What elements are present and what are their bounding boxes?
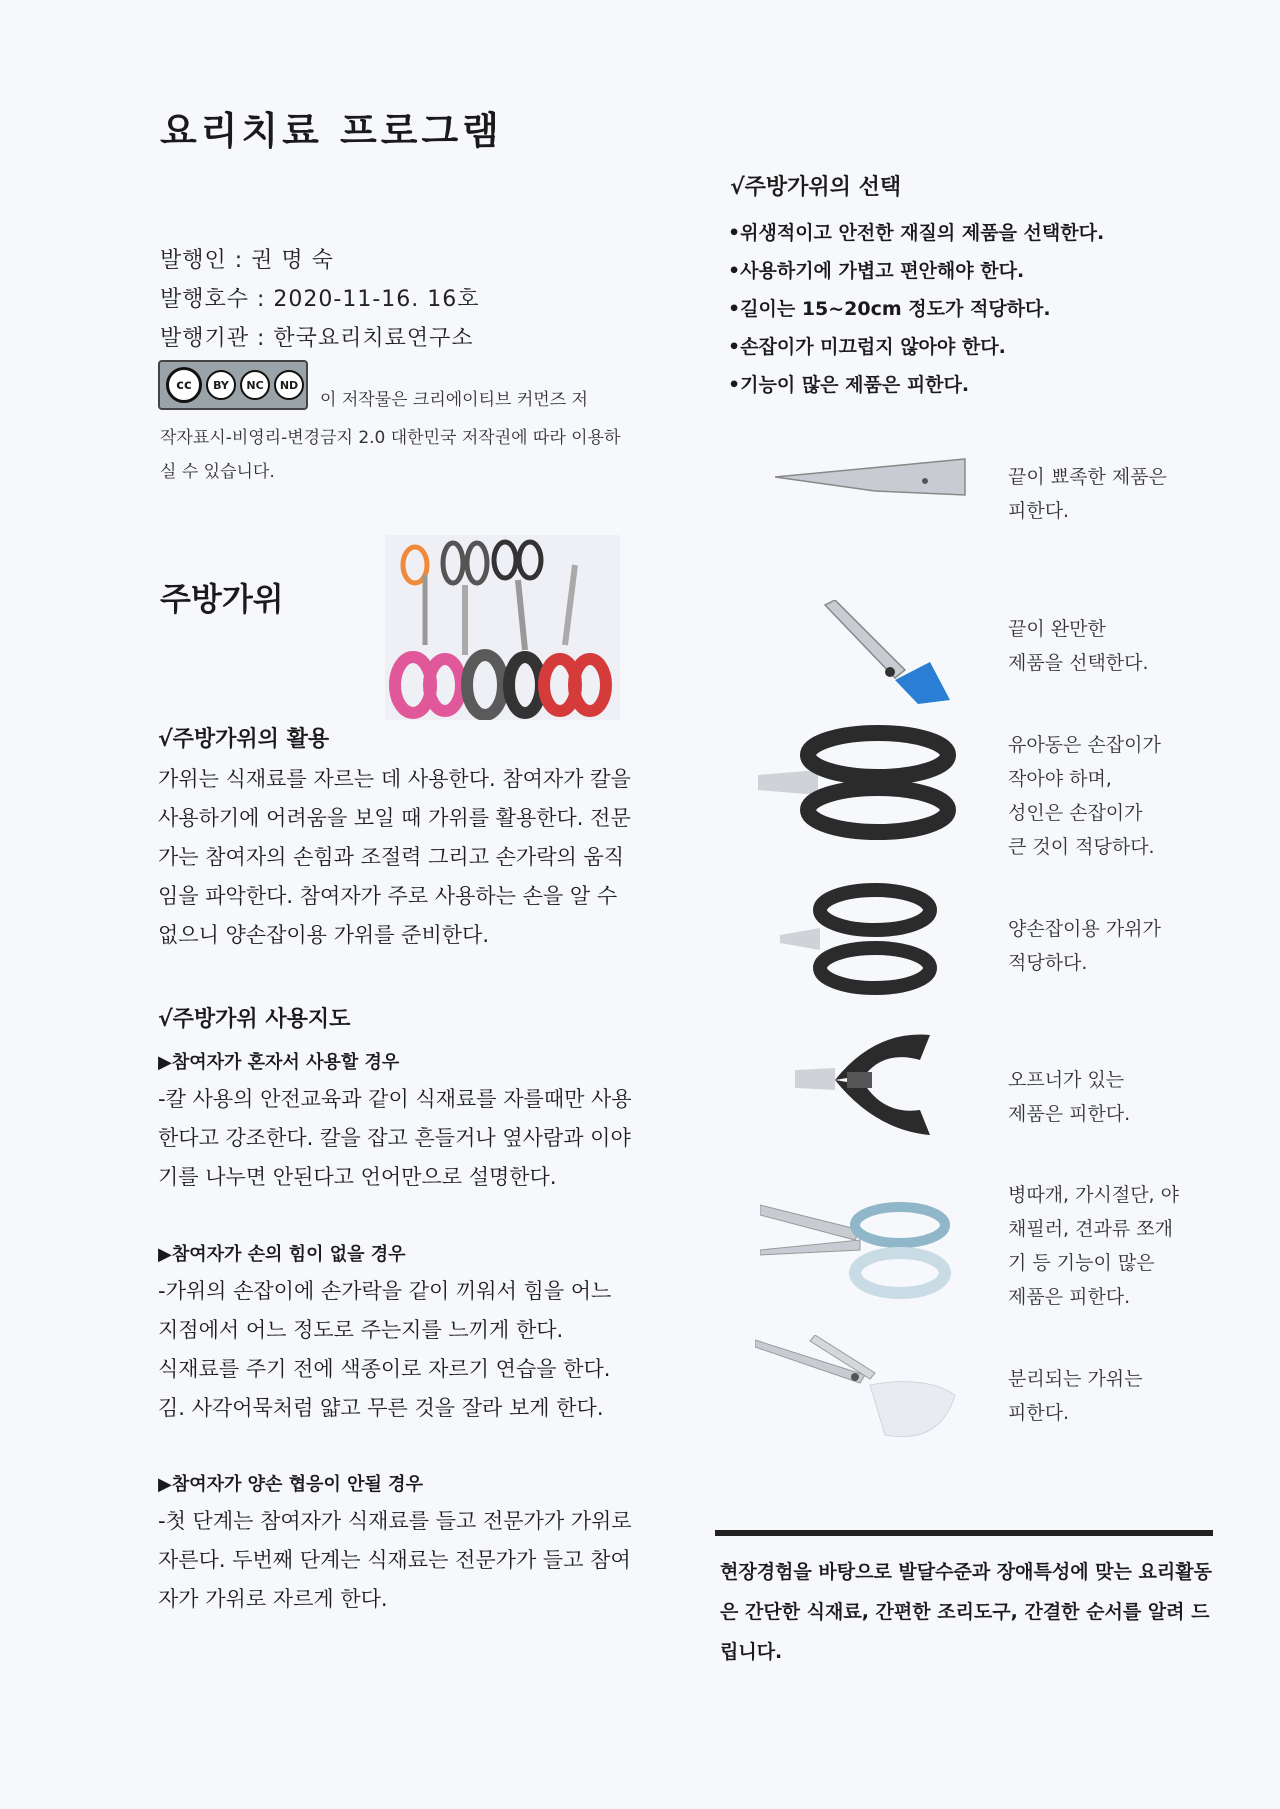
item-desc-line: 작아야 하며, (1008, 768, 1112, 790)
item-desc-line: 제품은 피한다. (1008, 1286, 1131, 1308)
nd-icon: ND (274, 370, 304, 400)
item-desc-line: 적당하다. (1008, 952, 1088, 974)
case-weak-body2: 식재료를 주기 전에 색종이로 자르기 연습을 한다. (158, 1357, 611, 1381)
multifunction-scissors-icon (760, 1195, 960, 1305)
usage-body: 가위는 식재료를 자르는 데 사용한다. 참여자가 칼을 사용하기에 어려움을 보일 때 가위를 활용한다. 전문가는 참여자의 손힘과 조절력 그리고 손가락의 움직임을 파악한다. 참여자가 주로 사용하는 손을 알 수 없으니 양손잡이용 가위를 준비한다. (158, 767, 631, 947)
item-desc-line: 성인은 손잡이가 (1008, 802, 1143, 824)
section-title: 주방가위 (160, 580, 284, 618)
issue-number: 발행호수 : 2020-11-16. 16호 (160, 287, 480, 312)
page-title: 요리치료 프로그램 (160, 109, 503, 153)
license-text-rest: 작자표시-비영리-변경금지 2.0 대한민국 저작권에 따라 이용하실 수 있습니다. (160, 428, 621, 482)
case-weak-body: -가위의 손잡이에 손가락을 같이 끼워서 힘을 어느 지점에서 어느 정도로 주는지를 느끼게 한다. (158, 1279, 612, 1342)
detachable-scissors-icon (755, 1335, 965, 1455)
item-desc-line: 분리되는 가위는 (1008, 1368, 1143, 1390)
usage-heading: √주방가위의 활용 (158, 727, 330, 752)
case-alone-title: ▶참여자가 혼자서 사용할 경우 (158, 1052, 400, 1073)
publishing-org: 발행기관 : 한국요리치료연구소 (160, 326, 474, 351)
item-desc-line: 양손잡이용 가위가 (1008, 918, 1161, 940)
pointed-blade-icon (775, 455, 970, 505)
selection-bullet: •사용하기에 가볍고 편안해야 한다. (728, 260, 1025, 282)
selection-bullet: •손잡이가 미끄럽지 않아야 한다. (728, 336, 1006, 358)
footer-divider (715, 1530, 1213, 1536)
opener-scissors-icon (795, 1030, 935, 1140)
item-desc-line: 제품을 선택한다. (1008, 652, 1149, 674)
case-coord-body: -첫 단계는 참여자가 식재료를 들고 전문가가 가위로 자른다. 두번째 단계는 식재료는 전문가가 들고 참여자가 가위로 자르게 한다. (158, 1509, 632, 1611)
item-desc-line: 유아동은 손잡이가 (1008, 734, 1161, 756)
case-coord-title: ▶참여자가 양손 협응이 안될 경우 (158, 1474, 423, 1495)
item-desc-line: 큰 것이 적당하다. (1008, 836, 1155, 858)
selection-bullet: •기능이 많은 제품은 피한다. (728, 374, 970, 396)
item-desc-line: 끝이 완만한 (1008, 618, 1106, 640)
guide-heading: √주방가위 사용지도 (158, 1007, 351, 1032)
case-weak-body3: 김. 사각어묵처럼 얇고 무른 것을 잘라 보게 한다. (158, 1396, 604, 1420)
item-desc-line: 오프너가 있는 (1008, 1069, 1125, 1091)
item-desc-line: 기 등 기능이 많은 (1008, 1252, 1155, 1274)
rounded-scissors-icon (820, 600, 955, 710)
item-desc-line: 피한다. (1008, 1402, 1070, 1424)
case-alone-body: -칼 사용의 안전교육과 같이 식재료를 자를때만 사용한다고 강조한다. 칼을 잡고 흔들거나 옆사람과 이야기를 나누면 안된다고 언어만으로 설명한다. (158, 1087, 632, 1189)
item-desc-line: 제품은 피한다. (1008, 1103, 1131, 1125)
item-desc-line: 병따개, 가시절단, 야 (1008, 1184, 1179, 1206)
item-desc-line: 끝이 뾰족한 제품은 (1008, 466, 1167, 488)
item-desc-line: 피한다. (1008, 500, 1070, 522)
footer-note: 현장경험을 바탕으로 발달수준과 장애특성에 맞는 요리활동은 간단한 식재료, 간편한 조리도구, 간결한 순서를 알려 드립니다. (720, 1561, 1212, 1663)
selection-bullet: •위생적이고 안전한 재질의 제품을 선택한다. (728, 222, 1105, 244)
handle-size-icon (758, 725, 958, 840)
case-weak-title: ▶참여자가 손의 힘이 없을 경우 (158, 1244, 406, 1265)
ambidextrous-scissors-icon (780, 880, 940, 1000)
scissors-collection-icon (385, 535, 620, 720)
nc-icon: NC (240, 370, 270, 400)
selection-bullet: •길이는 15~20cm 정도가 적당하다. (728, 298, 1051, 320)
selection-heading: √주방가위의 선택 (730, 175, 902, 200)
issuer: 발행인 : 권 명 숙 (160, 248, 334, 273)
cc-icon: cc (166, 367, 202, 403)
by-icon: BY (206, 370, 236, 400)
item-desc-line: 채필러, 견과류 쪼개 (1008, 1218, 1173, 1240)
license-text-line1: 이 저작물은 크리에이티브 커먼즈 저 (320, 390, 588, 410)
cc-license-badge (158, 360, 308, 410)
